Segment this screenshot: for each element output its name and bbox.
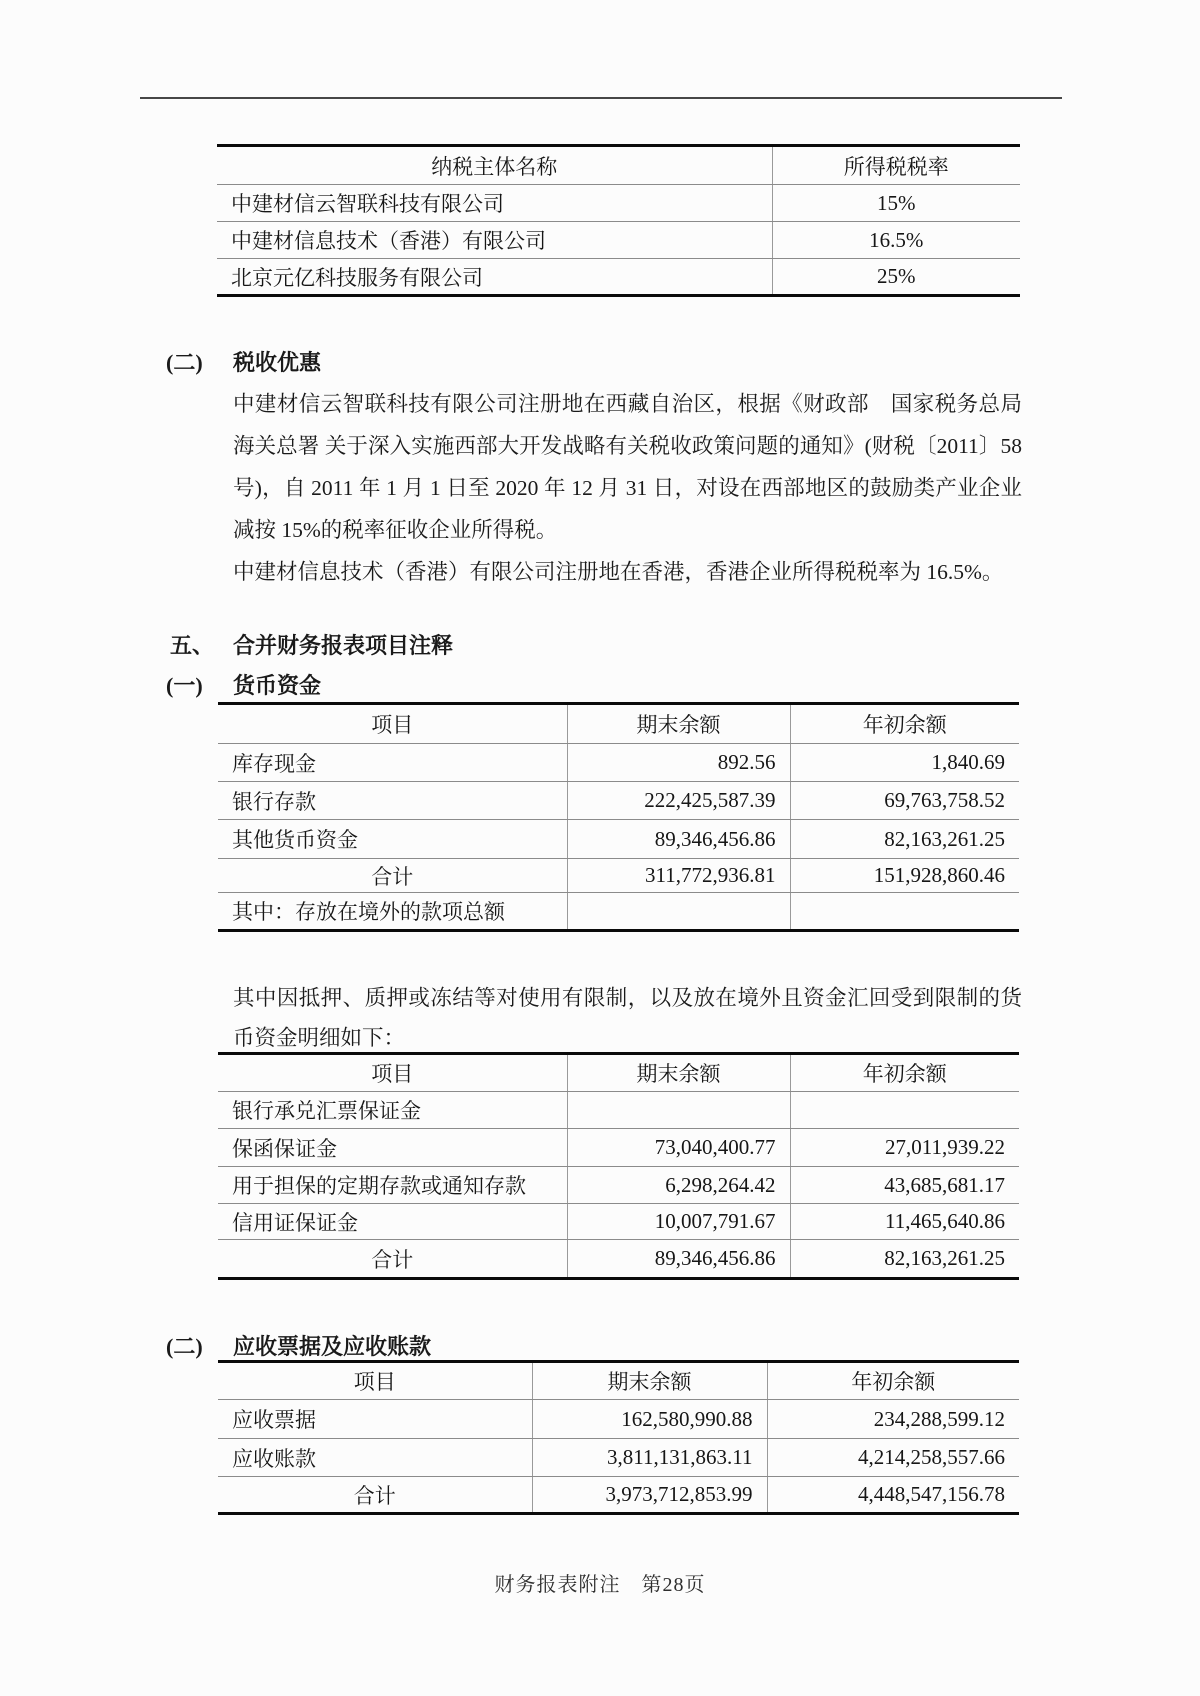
- tax-rate-cell: 25%: [772, 259, 1020, 296]
- restricted-funds-note: 其中因抵押、质押或冻结等对使用有限制，以及放在境外且资金汇回受到限制的货币资金明细如下：: [233, 986, 1022, 1050]
- ending-balance-cell: 73,040,400.77: [567, 1129, 790, 1167]
- column-header: 期末余额: [567, 1054, 790, 1092]
- beginning-balance-cell: 27,011,939.22: [790, 1129, 1019, 1167]
- tax-rate-cell: 16.5%: [772, 222, 1020, 259]
- column-header: 项目: [218, 704, 567, 744]
- section-title: 合并财务报表项目注释: [233, 633, 454, 658]
- column-header: 年初余额: [790, 704, 1019, 744]
- tax-rate-table: [217, 144, 1020, 297]
- ending-balance-cell: 311,772,936.81: [567, 859, 790, 893]
- item-cell: 用于担保的定期存款或通知存款: [218, 1167, 567, 1204]
- column-header: 项目: [218, 1054, 567, 1092]
- beginning-balance-cell: [790, 1092, 1019, 1129]
- beginning-balance-cell: 69,763,758.52: [790, 782, 1019, 820]
- page-header-rule: [140, 97, 1062, 99]
- section-title: 货币资金: [233, 673, 322, 698]
- table-row: [218, 820, 1019, 859]
- column-header: 纳税主体名称: [217, 146, 772, 185]
- section-number: 五、: [170, 633, 215, 658]
- table-row: [218, 1092, 1019, 1129]
- ending-balance-cell: 10,007,791.67: [567, 1204, 790, 1240]
- item-cell: 信用证保证金: [218, 1204, 567, 1240]
- ending-balance-cell: 89,346,456.86: [567, 1240, 790, 1279]
- column-header: 期末余额: [567, 704, 790, 744]
- item-cell: 保函保证金: [218, 1129, 567, 1167]
- ending-balance-cell: 222,425,587.39: [567, 782, 790, 820]
- entity-name-cell: 中建材信云智联科技有限公司: [217, 185, 772, 222]
- restricted-funds-table: [218, 1052, 1019, 1280]
- beginning-balance-cell: [790, 893, 1019, 931]
- beginning-balance-cell: 82,163,261.25: [790, 820, 1019, 859]
- total-row: [218, 1240, 1019, 1279]
- beginning-balance-cell: 11,465,640.86: [790, 1204, 1019, 1240]
- ending-balance-cell: 6,298,264.42: [567, 1167, 790, 1204]
- beginning-balance-cell: 4,214,258,557.66: [767, 1439, 1019, 1477]
- section-number: (一): [166, 673, 203, 698]
- tax-incentive-paragraphs: [233, 383, 1044, 593]
- table-row: [217, 222, 1020, 259]
- beginning-balance-cell: 4,448,547,156.78: [767, 1477, 1019, 1514]
- total-label-cell: 合计: [218, 1477, 532, 1514]
- page-footer: 财务报表附注 第28页: [494, 1574, 706, 1596]
- column-header: 期末余额: [532, 1362, 767, 1400]
- column-header: 年初余额: [767, 1362, 1019, 1400]
- item-cell: 库存现金: [218, 744, 567, 782]
- paragraph: 中建材信息技术（香港）有限公司注册地在香港，香港企业所得税税率为 16.5%。: [233, 560, 1004, 584]
- total-label-cell: 合计: [218, 859, 567, 893]
- table-row: [218, 1204, 1019, 1240]
- item-cell: 应收账款: [218, 1439, 532, 1477]
- column-header: 所得税税率: [772, 146, 1020, 185]
- table-row: [218, 744, 1019, 782]
- total-row: [218, 1477, 1019, 1514]
- table-row: [217, 185, 1020, 222]
- table-row: [218, 1400, 1019, 1439]
- note-row: [218, 893, 1019, 931]
- item-cell: 应收票据: [218, 1400, 532, 1439]
- table-row: [218, 1167, 1019, 1204]
- section-number: (二): [166, 1334, 203, 1359]
- note-label-cell: 其中：存放在境外的款项总额: [218, 893, 567, 931]
- receivables-table: [218, 1360, 1019, 1515]
- beginning-balance-cell: 43,685,681.17: [790, 1167, 1019, 1204]
- section-number: (二): [166, 350, 203, 375]
- entity-name-cell: 中建材信息技术（香港）有限公司: [217, 222, 772, 259]
- item-cell: 其他货币资金: [218, 820, 567, 859]
- table-row: [217, 259, 1020, 296]
- total-label-cell: 合计: [218, 1240, 567, 1279]
- ending-balance-cell: 892.56: [567, 744, 790, 782]
- column-header: 年初余额: [790, 1054, 1019, 1092]
- ending-balance-cell: 89,346,456.86: [567, 820, 790, 859]
- total-row: [218, 859, 1019, 893]
- ending-balance-cell: 162,580,990.88: [532, 1400, 767, 1439]
- entity-name-cell: 北京元亿科技服务有限公司: [217, 259, 772, 296]
- item-cell: 银行承兑汇票保证金: [218, 1092, 567, 1129]
- beginning-balance-cell: 1,840.69: [790, 744, 1019, 782]
- column-header: 项目: [218, 1362, 532, 1400]
- section-title: 税收优惠: [233, 350, 322, 375]
- section-title: 应收票据及应收账款: [233, 1334, 432, 1359]
- beginning-balance-cell: 151,928,860.46: [790, 859, 1019, 893]
- table-row: [218, 782, 1019, 820]
- table-row: [218, 1129, 1019, 1167]
- ending-balance-cell: 3,811,131,863.11: [532, 1439, 767, 1477]
- beginning-balance-cell: 234,288,599.12: [767, 1400, 1019, 1439]
- ending-balance-cell: [567, 1092, 790, 1129]
- paragraph: 中建材信云智联科技有限公司注册地在西藏自治区，根据《财政部 国家税务总局 海关总署 关于深入实施西部大开发战略有关税收政策问题的通知》(财税〔2011〕58 号)，自 2011 年 1 月 1 日至 2020 年 12 月 31 日，对设在西部地区的鼓励类产业企业减按 15%的税率征收企业所得税。: [233, 392, 1044, 542]
- monetary-funds-table: [218, 702, 1019, 932]
- ending-balance-cell: [567, 893, 790, 931]
- item-cell: 银行存款: [218, 782, 567, 820]
- table-row: [218, 1439, 1019, 1477]
- ending-balance-cell: 3,973,712,853.99: [532, 1477, 767, 1514]
- beginning-balance-cell: 82,163,261.25: [790, 1240, 1019, 1279]
- tax-rate-cell: 15%: [772, 185, 1020, 222]
